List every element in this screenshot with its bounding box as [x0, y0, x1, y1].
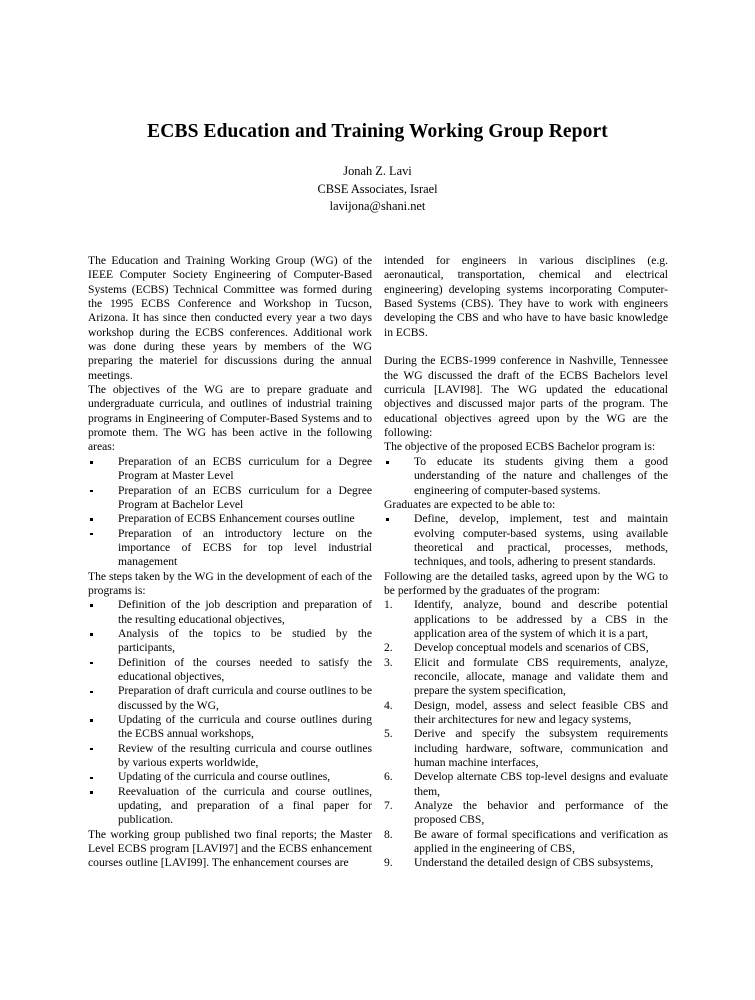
list-item-number: 6. — [384, 770, 393, 784]
list-item — [88, 684, 372, 713]
list-item — [88, 598, 372, 627]
list-item — [384, 512, 668, 569]
list-item — [384, 641, 668, 655]
list-item-text: To educate its students giving them a good understanding of the nature and challenges of the engineering of computer-based systems. — [414, 454, 668, 497]
list-item-text: Analyze the behavior and performance of the proposed CBS, — [414, 799, 668, 827]
list-item — [88, 512, 372, 526]
paragraph: intended for engineers in various disciplines (e.g. aeronautical, transportation, chemical and electrical engineering) developing systems incorporating Computer-Based Systems (CBS). They have to work with engineers developing the CBS and who have to have basic knowledge in ECBS. — [384, 254, 668, 339]
list-item-text: Analysis of the topics to be studied by the participants, — [118, 626, 372, 655]
bullet-list-areas — [88, 455, 372, 570]
bullet-list-graduates — [384, 512, 668, 569]
list-item-number: 3. — [384, 655, 393, 669]
list-item — [88, 527, 372, 570]
list-item — [88, 455, 372, 484]
list-item-text: Elicit and formulate CBS requirements, analyze, reconcile, allocate, manage and validate them and prepare the system specification, — [414, 655, 668, 698]
paragraph: The Education and Training Working Group (WG) of the IEEE Computer Society Engineering of Computer-Based Systems (ECBS) Technical Committee was formed during the 1995 ECBS Conference and Workshop in Tucson, Arizona. It has since then conducted every year a two days workshop during the ECBS conferences. Additional work was done during these years by members of the WG preparing the materiel for discussions during the annual meetings. — [88, 254, 372, 382]
paragraph: Following are the detailed tasks, agreed upon by the WG to be performed by the graduates of the program: — [384, 569, 668, 597]
list-item-text: Derive and specify the subsystem requirements including hardware, software, communication and human machine interfaces, — [414, 727, 668, 770]
list-item-number: 7. — [384, 799, 393, 813]
list-item-text: Preparation of an ECBS curriculum for a Degree Program at Bachelor Level — [118, 483, 372, 511]
list-item — [384, 455, 668, 498]
paragraph: The steps taken by the WG in the development of each of the programs is: — [88, 569, 372, 597]
list-item-number: 9. — [384, 856, 393, 870]
list-item — [384, 770, 668, 799]
bullet-list-objective — [384, 455, 668, 498]
list-item-text: Reevaluation of the curricula and course outlines, updating, and preparation of a final paper for publication. — [118, 784, 372, 827]
list-item-text: Preparation of ECBS Enhancement courses outline — [118, 512, 355, 526]
list-item — [384, 799, 668, 828]
author-email: lavijona@shani.net — [329, 199, 426, 213]
right-column — [384, 254, 668, 870]
list-item-text: Identify, analyze, bound and describe potential applications to be addressed by a CBS in the application area of the system of which it is a part, — [414, 598, 668, 640]
list-item-text: Preparation of an introductory lecture on the importance of ECBS for top level industrial management — [118, 526, 372, 569]
bullet-list-steps — [88, 598, 372, 828]
paragraph: The objective of the proposed ECBS Bachelor program is: — [384, 440, 656, 454]
list-item-text: Understand the detailed design of CBS subsystems, — [414, 856, 654, 870]
list-item — [384, 656, 668, 699]
list-item-number: 5. — [384, 727, 393, 741]
author-affiliation: CBSE Associates, Israel — [317, 181, 438, 196]
list-item-text: Preparation of an ECBS curriculum for a Degree Program at Master Level — [118, 454, 372, 483]
list-item-number: 8. — [384, 827, 393, 841]
list-item — [88, 742, 372, 771]
list-item-text: Updating of the curricula and course outlines during the ECBS annual workshops, — [118, 713, 372, 741]
list-item-text: Preparation of draft curricula and course outlines to be discussed by the WG, — [118, 684, 372, 712]
numbered-list-tasks — [384, 598, 668, 871]
list-item-number: 4. — [384, 698, 393, 712]
list-item — [88, 656, 372, 685]
list-item-text: Definition of the courses needed to satisfy the educational objectives, — [118, 655, 372, 683]
list-item — [384, 699, 668, 728]
list-item — [88, 627, 372, 656]
list-item — [88, 770, 372, 784]
paragraph: During the ECBS-1999 conference in Nashville, Tennessee the WG discussed the draft of the ECBS Bachelors level curricula [LAVI98]. The WG updated the educational objectives and discussed major parts of the program. The educational objectives agreed upon by the WG are the following: — [384, 354, 668, 440]
list-item — [88, 785, 372, 828]
list-item-text: Develop alternate CBS top-level designs and evaluate them, — [414, 770, 668, 798]
list-item-text: Updating of the curricula and course outlines, — [118, 770, 331, 784]
list-item — [384, 727, 668, 770]
list-item — [384, 598, 668, 641]
list-item-text: Definition of the job description and preparation of the resulting educational objectives, — [118, 598, 372, 626]
paragraph-spacer — [384, 340, 668, 354]
list-item-number: 2. — [384, 641, 393, 655]
list-item-text: Be aware of formal specifications and verification as applied in the engineering of CBS, — [414, 827, 668, 856]
list-item-number: 1. — [384, 598, 393, 612]
paragraph: Graduates are expected to be able to: — [384, 497, 556, 511]
list-item-text: Design, model, assess and select feasible CBS and their architectures for new and legacy systems, — [414, 698, 668, 726]
list-item — [88, 484, 372, 513]
left-column — [88, 254, 372, 870]
author-name: Jonah Z. Lavi — [343, 164, 412, 178]
list-item-text: Develop conceptual models and scenarios of CBS, — [414, 641, 649, 655]
author-block — [60, 163, 695, 216]
two-column-body — [88, 254, 668, 870]
list-item-text: Review of the resulting curricula and course outlines by various experts worldwide, — [118, 741, 372, 770]
paragraph: The working group published two final reports; the Master Level ECBS program [LAVI97] and the ECBS enhancement courses outline [LAVI99]. The enhancement courses are — [88, 827, 372, 870]
list-item — [88, 713, 372, 742]
list-item — [384, 828, 668, 857]
paragraph: The objectives of the WG are to prepare graduate and undergraduate curricula, and outlines of industrial training programs in Engineering of Computer-Based Systems and to promote them. The WG has been active in the following areas: — [88, 383, 372, 454]
page-title: ECBS Education and Training Working Group Report — [147, 121, 608, 143]
list-item — [384, 856, 668, 870]
list-item-text: Define, develop, implement, test and maintain evolving computer-based systems, using available theoretical and practical, processes, methods, techniques, and tools, adhering to present standards. — [414, 512, 668, 569]
